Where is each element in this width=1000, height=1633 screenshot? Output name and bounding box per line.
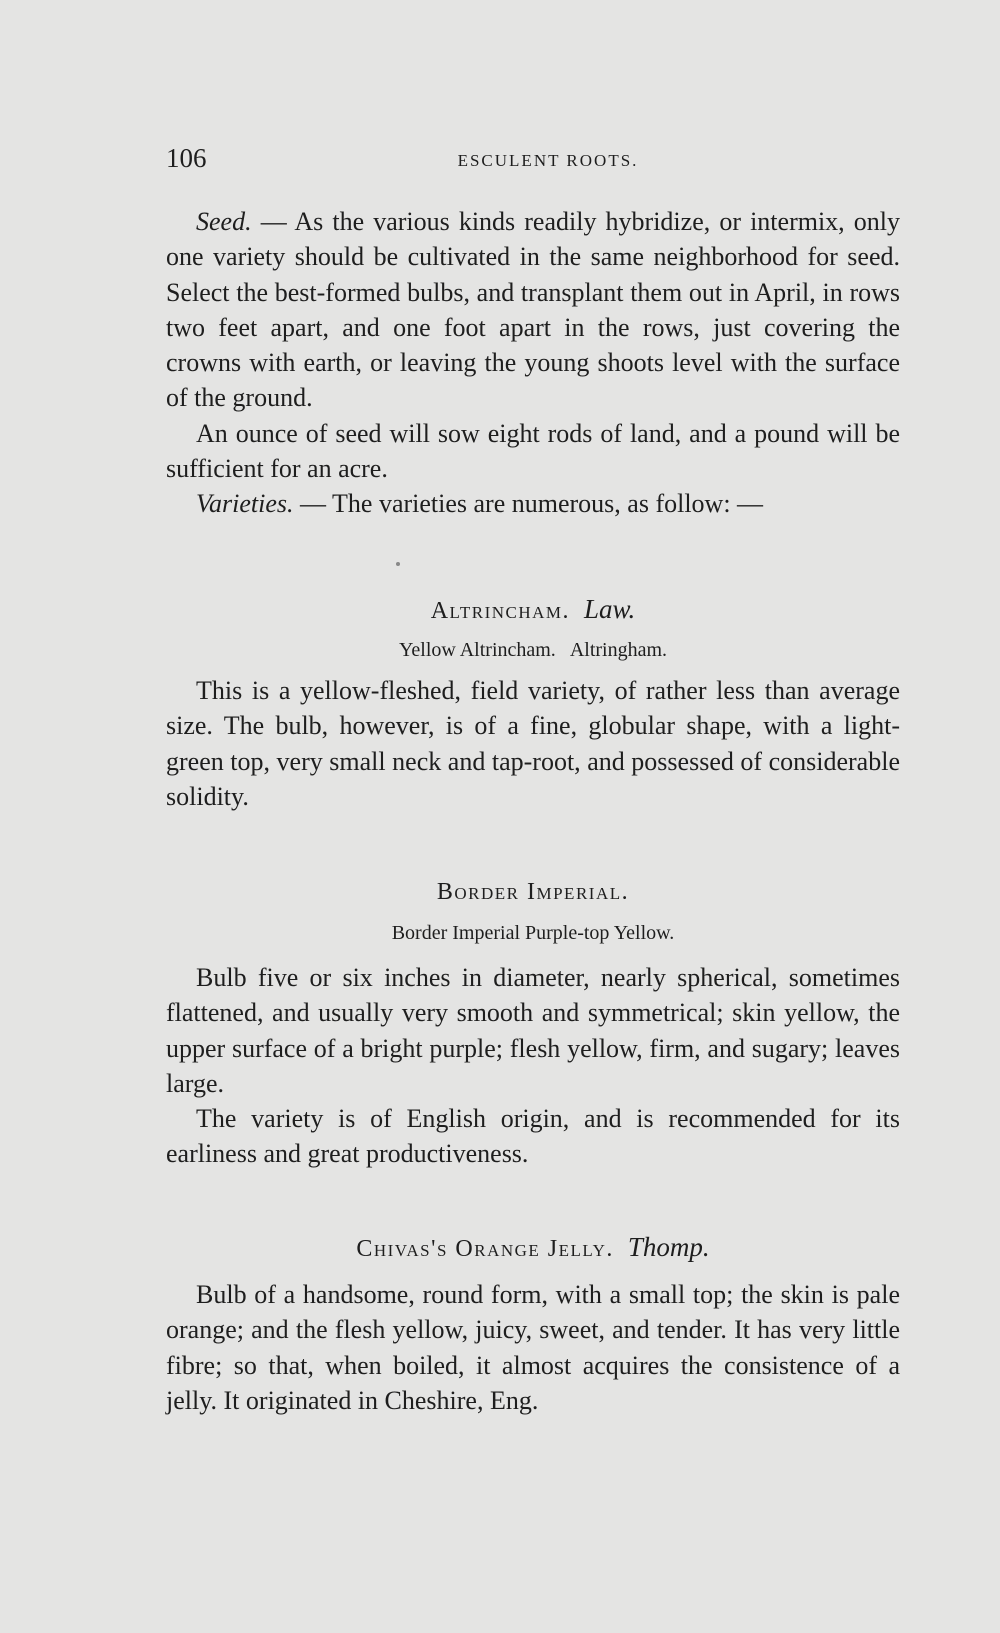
synonym: Altringham. (569, 639, 668, 661)
variety-heading-border-imperial (166, 879, 900, 906)
synonym: Yellow Altrincham. (398, 639, 556, 661)
varieties-paragraph (166, 486, 900, 521)
varieties-text: — The varieties are numerous, as follow: — (293, 489, 764, 519)
variety-authority: Thomp. (627, 1232, 710, 1262)
variety-synonyms-altrincham (166, 639, 900, 662)
seed-paragraph (166, 204, 900, 416)
variety-name: Altrincham. (430, 598, 571, 624)
variety-heading-chivas-orange-jelly (166, 1232, 900, 1263)
variety-paragraph: Bulb of a handsome, round form, with a small top; the skin is pale orange; and the flesh yellow, juicy, sweet, and tender. It has very little fibre; so that, when boiled, it almost acquires the consistence of a jelly. It originated in Cheshire, Eng. (166, 1280, 900, 1415)
seed-text: — As the various kinds readily hybridize, or intermix, only one variety should be cultivated in the same neighborhood for seed. Select the best-formed bulbs, and transplant them out in April, in rows two feet apart, and one foot apart in the rows, just covering the crowns with earth, or leaving the young shoots level with the surface of the ground. (166, 207, 900, 413)
variety-paragraph: The variety is of English origin, and is recommended for its earliness and great productiveness. (166, 1104, 900, 1169)
seed-section (166, 204, 900, 522)
variety-paragraph: This is a yellow-fleshed, field variety, of rather less than average size. The bulb, however, is of a fine, globular shape, with a light-green top, very small neck and tap-root, and possessed of considerable solidity. (166, 676, 900, 811)
varieties-lead-in: Varieties. (196, 489, 294, 519)
variety-heading-altrincham (166, 594, 900, 625)
page-header (166, 143, 900, 179)
ink-speck (396, 562, 400, 566)
running-title: ESCULENT ROOTS. (457, 151, 639, 170)
variety-name: Border Imperial. (436, 879, 630, 905)
synonym: Border Imperial Purple-top Yellow. (391, 922, 675, 944)
variety-synonyms-border-imperial (166, 922, 900, 945)
variety-description-altrincham (166, 673, 900, 814)
ounce-paragraph: An ounce of seed will sow eight rods of land, and a pound will be sufficient for an acre. (166, 418, 900, 484)
page-number: 106 (166, 143, 207, 173)
seed-lead-in: Seed. (196, 207, 252, 236)
variety-paragraph: Bulb five or six inches in diameter, nearly spherical, sometimes flattened, and usually very smooth and symmetrical; skin yellow, the upper surface of a bright purple; flesh yellow, firm, and sugary; leaves large. (166, 963, 900, 1098)
variety-description-border-imperial (166, 960, 900, 1172)
variety-authority: Law. (584, 594, 636, 624)
variety-name: Chivas's Orange Jelly. (356, 1236, 614, 1262)
variety-description-chivas-orange-jelly (166, 1277, 900, 1418)
